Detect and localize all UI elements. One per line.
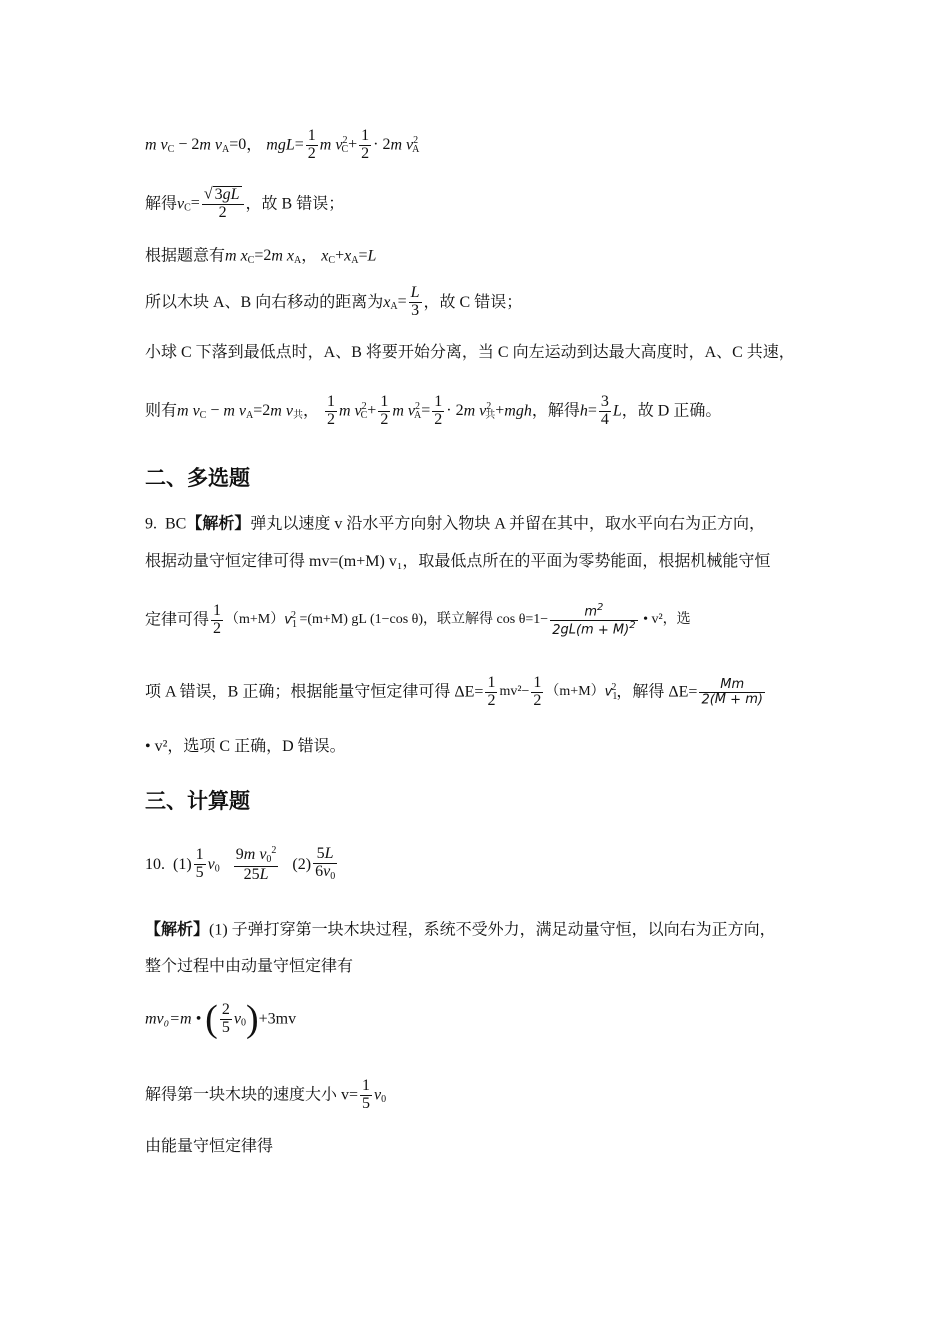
q10-analysis-tag: 【解析】 — [145, 921, 210, 939]
q9-line-3: 定律可得 $\frac{1}{2}$ $(m+M)v_1^2 =(m+M)$ gL (1−cos θ)，联立解得 cos θ=1− $\frac{m^2}{2gL(m + M)^2}$ • v²，选 — [145, 602, 691, 638]
q9-analysis-tag: 【解析】 — [186, 515, 251, 533]
q9-line-4: 项 A 错误，B 正确；根据能量守恒定律可得 ΔE= $\frac{1}{2}$ mv²− $\frac{1}{2}$ $(m+M)v_1^2$，解得 ΔE= $\frac{Mm}{2(M + m)}$ — [145, 674, 763, 709]
q10-analysis-line-1: 【解析】(1) 子弹打穿第一块木块过程，系统不受外力，满足动量守恒，以向右为正方向， — [145, 921, 776, 939]
final-equation-line: 则有m $v_C - m$ $v_A=2m$ $v_共$， $\frac{1}{2}$ m $v^2_C+$ $\frac{1}{2}$ m $v^2_A=$ $\frac{1}{2}$ · 2m $v^2_共+mgh$，解得h= $\frac{3}{4}$ L，故 D 正确。 — [145, 393, 722, 428]
q9-line-5: • v²，选项 C 正确，D 错误。 — [145, 738, 346, 755]
q10-analysis-line-2: 整个过程中由动量守恒定律有 — [145, 958, 354, 975]
q10-energy-line: 由能量守恒定律得 — [145, 1138, 274, 1155]
displacement-result-line: 所以木块 A、B 向右移动的距离为$x_A=$ $\frac{L}{3}$ ，故 C 错误； — [145, 284, 523, 319]
displacement-relation-line: 根据题意有m $x_C=2m$ $x_A$， $x_C+x_A=L$ — [145, 247, 377, 266]
section-title-multiple-choice: 二、多选题 — [145, 466, 250, 490]
section-title-calculation: 三、计算题 — [145, 789, 250, 813]
equation-momentum-energy: m $v_C - 2m$ $v_A=0$， mgL= $\frac{1}{2}$ m $v^2_C+$ $\frac{1}{2}$ · 2m $v^2_A$ — [145, 127, 420, 162]
analysis-text-line: 小球 C 下落到最低点时，A、B 将要开始分离，当 C 向左运动到达最大高度时，A、C 共速， — [145, 344, 795, 361]
q9-line-1: 9. BC【解析】弹丸以速度 v 沿水平方向射入物块 A 并留在其中，取水平向右为正方向， — [145, 515, 766, 533]
q10-velocity-result: 解得第一块木块的速度大小 v= $\frac{1}{5}$ $v_0$ — [145, 1077, 387, 1112]
q9-line-2: 根据动量守恒定律可得 mv=(m+M) v₁，取最低点所在的平面为零势能面，根据机械能守恒 — [145, 553, 771, 570]
solution-vc-line: 解得$v_C=$ $\frac{√ 3gL}{2}$ ，故 B 错误； — [145, 185, 345, 221]
q10-momentum-equation: mv₀=m • ( $\frac{2}{5}$ $v_0)+3mv$ — [145, 998, 297, 1040]
q10-answer-line: 10. (1) $\frac{1}{5}$ $v_0$ $\frac{9m v_0^2}{25L}$ (2) $\frac{5L}{6v_0}$ — [145, 845, 336, 883]
